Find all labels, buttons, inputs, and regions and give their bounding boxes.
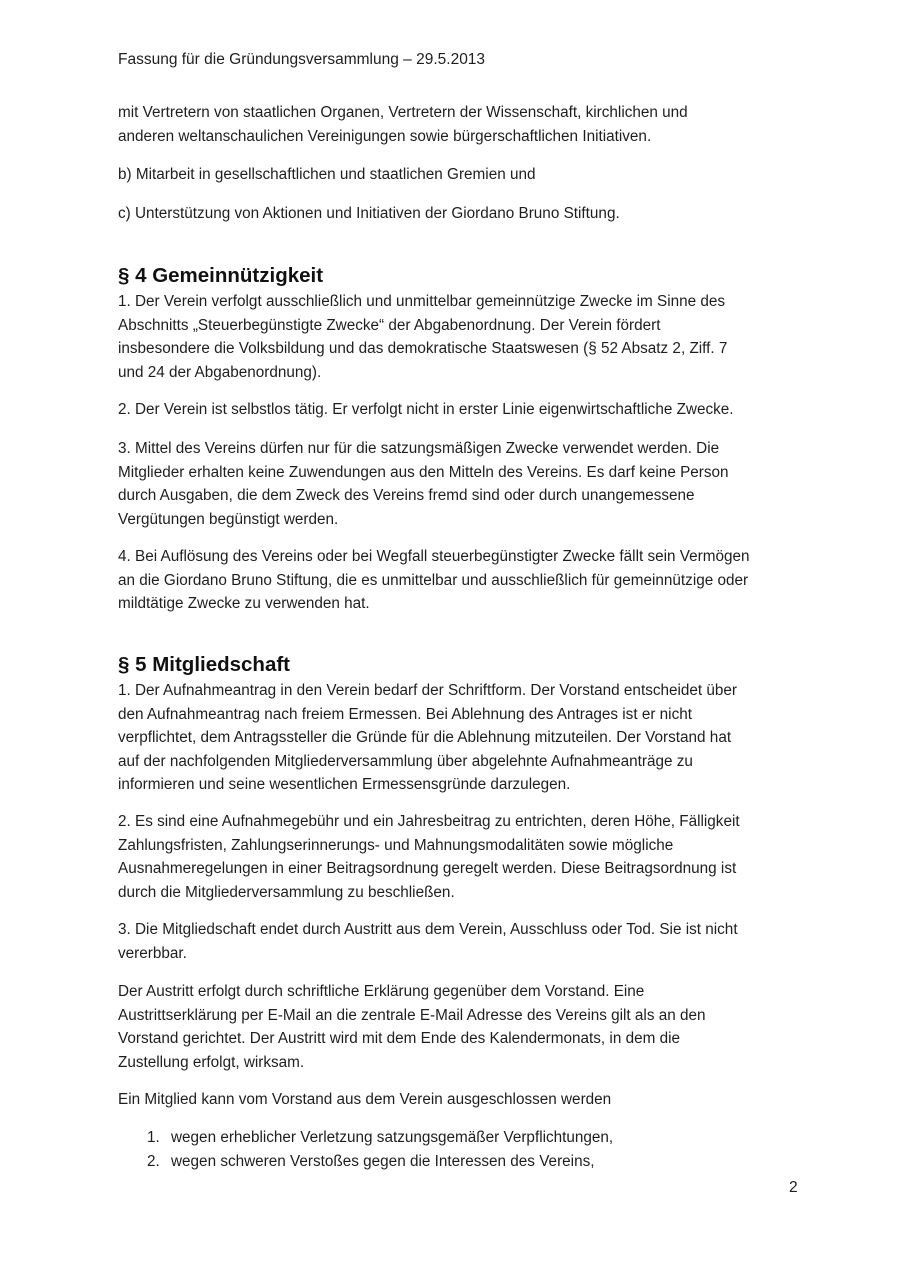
text-line: 4. Bei Auflösung des Vereins oder bei Wegfall steuerbegünstigter Zwecke fällt sein Vermögen: [118, 548, 750, 565]
intro-item-c: [118, 202, 808, 226]
text-line: Der Austritt erfolgt durch schriftliche Erklärung gegenüber dem Vorstand. Eine: [118, 983, 645, 1000]
text-line: den Aufnahmeantrag nach freiem Ermessen. Bei Ablehnung des Antrages ist er nicht: [118, 705, 692, 723]
list-item-text: wegen erheblicher Verletzung satzungsgemäßer Verpflichtungen,: [171, 1129, 614, 1146]
section5-paragraph-3: [118, 918, 808, 965]
text-line: mildtätige Zwecke zu verwenden hat.: [118, 595, 370, 612]
section4-paragraph-3: [118, 437, 808, 531]
text-line: 2. Es sind eine Aufnahmegebühr und ein Jahresbeitrag zu entrichten, deren Höhe, Fälligkeit: [118, 813, 740, 830]
exclusion-reasons-list: [118, 1126, 808, 1173]
text-line: 1. Der Aufnahmeantrag in den Verein bedarf der Schriftform. Der Vorstand entscheidet über: [118, 682, 738, 699]
text-line: verpflichtet, dem Antragssteller die Gründe für die Ablehnung mitzuteilen. Der Vorstand hat: [118, 729, 732, 746]
text-line: durch Ausgaben, die dem Zweck des Vereins fremd sind oder durch unangemessene: [118, 487, 695, 504]
list-item-number: 1.: [147, 1129, 160, 1146]
text-line: auf der nachfolgenden Mitgliederversammlung über abgelehnte Aufnahmeanträge zu: [118, 752, 693, 770]
page-number: 2: [789, 1179, 798, 1196]
text-line: Mitglieder erhalten keine Zuwendungen aus den Mitteln des Vereins. Es darf keine Person: [118, 463, 729, 481]
text-line: Austrittserklärung per E-Mail an die zentrale E-Mail Adresse des Vereins gilt als an den: [118, 1006, 706, 1024]
text-line: 2. Der Verein ist selbstlos tätig. Er verfolgt nicht in erster Linie eigenwirtschaftliche Zwecke.: [118, 401, 734, 418]
list-item: [118, 1126, 808, 1150]
section-heading-mitgliedschaft: § 5 Mitgliedschaft: [118, 653, 291, 676]
section5-paragraph-2: [118, 810, 808, 904]
list-item: [118, 1150, 808, 1174]
section4-paragraph-2: [118, 398, 808, 422]
text-line: 3. Die Mitgliedschaft endet durch Austritt aus dem Verein, Ausschluss oder Tod. Sie ist nicht: [118, 921, 738, 938]
intro-item-b: [118, 163, 808, 187]
text-line: Vergütungen begünstigt werden.: [118, 510, 339, 528]
text-line: durch die Mitgliederversammlung zu beschließen.: [118, 883, 455, 901]
text-line: mit Vertretern von staatlichen Organen, Vertretern der Wissenschaft, kirchlichen und: [118, 104, 688, 121]
section5-paragraph-5: [118, 1088, 808, 1112]
intro-paragraph: [118, 101, 808, 148]
text-line: an die Giordano Bruno Stiftung, die es unmittelbar und ausschließlich für gemeinnützige oder: [118, 571, 749, 589]
text-line: Zahlungsfristen, Zahlungserinnerungs- und Mahnungsmodalitäten sowie mögliche: [118, 836, 674, 854]
text-line: informieren und seine wesentlichen Ermessensgründe darzulegen.: [118, 776, 571, 793]
text-line: Zustellung erfolgt, wirksam.: [118, 1053, 305, 1071]
text-line: 1. Der Verein verfolgt ausschließlich und unmittelbar gemeinnützige Zwecke im Sinne des: [118, 293, 726, 310]
text-line: c) Unterstützung von Aktionen und Initiativen der Giordano Bruno Stiftung.: [118, 205, 620, 222]
text-line: Ausnahmeregelungen in einer Beitragsordnung geregelt werden. Diese Beitragsordnung ist: [118, 860, 737, 877]
section4-paragraph-1: [118, 290, 808, 384]
text-line: und 24 der Abgabenordnung).: [118, 363, 322, 381]
text-line: insbesondere die Volksbildung und das demokratische Staatswesen (§ 52 Absatz 2, Ziff. 7: [118, 340, 728, 357]
text-line: b) Mitarbeit in gesellschaftlichen und staatlichen Gremien und: [118, 166, 536, 183]
text-line: Ein Mitglied kann vom Vorstand aus dem Verein ausgeschlossen werden: [118, 1091, 612, 1108]
section-heading-gemeinnuetzigkeit: § 4 Gemeinnützigkeit: [118, 264, 324, 287]
section5-paragraph-1: [118, 679, 808, 797]
page-header: Fassung für die Gründungsversammlung – 29.5.2013: [118, 51, 486, 68]
text-line: Abschnitts „Steuerbegünstigte Zwecke“ der Abgabenordnung. Der Verein fördert: [118, 316, 661, 334]
text-line: Vorstand gerichtet. Der Austritt wird mit dem Ende des Kalendermonats, in dem die: [118, 1030, 681, 1047]
section5-paragraph-4: [118, 980, 808, 1074]
list-item-text: wegen schweren Verstoßes gegen die Interessen des Vereins,: [171, 1152, 595, 1170]
section4-paragraph-4: [118, 545, 808, 616]
text-line: 3. Mittel des Vereins dürfen nur für die satzungsmäßigen Zwecke verwendet werden. Die: [118, 440, 720, 457]
text-line: vererbbar.: [118, 944, 187, 962]
list-item-number: 2.: [147, 1152, 160, 1170]
text-line: anderen weltanschaulichen Vereinigungen sowie bürgerschaftlichen Initiativen.: [118, 127, 652, 145]
